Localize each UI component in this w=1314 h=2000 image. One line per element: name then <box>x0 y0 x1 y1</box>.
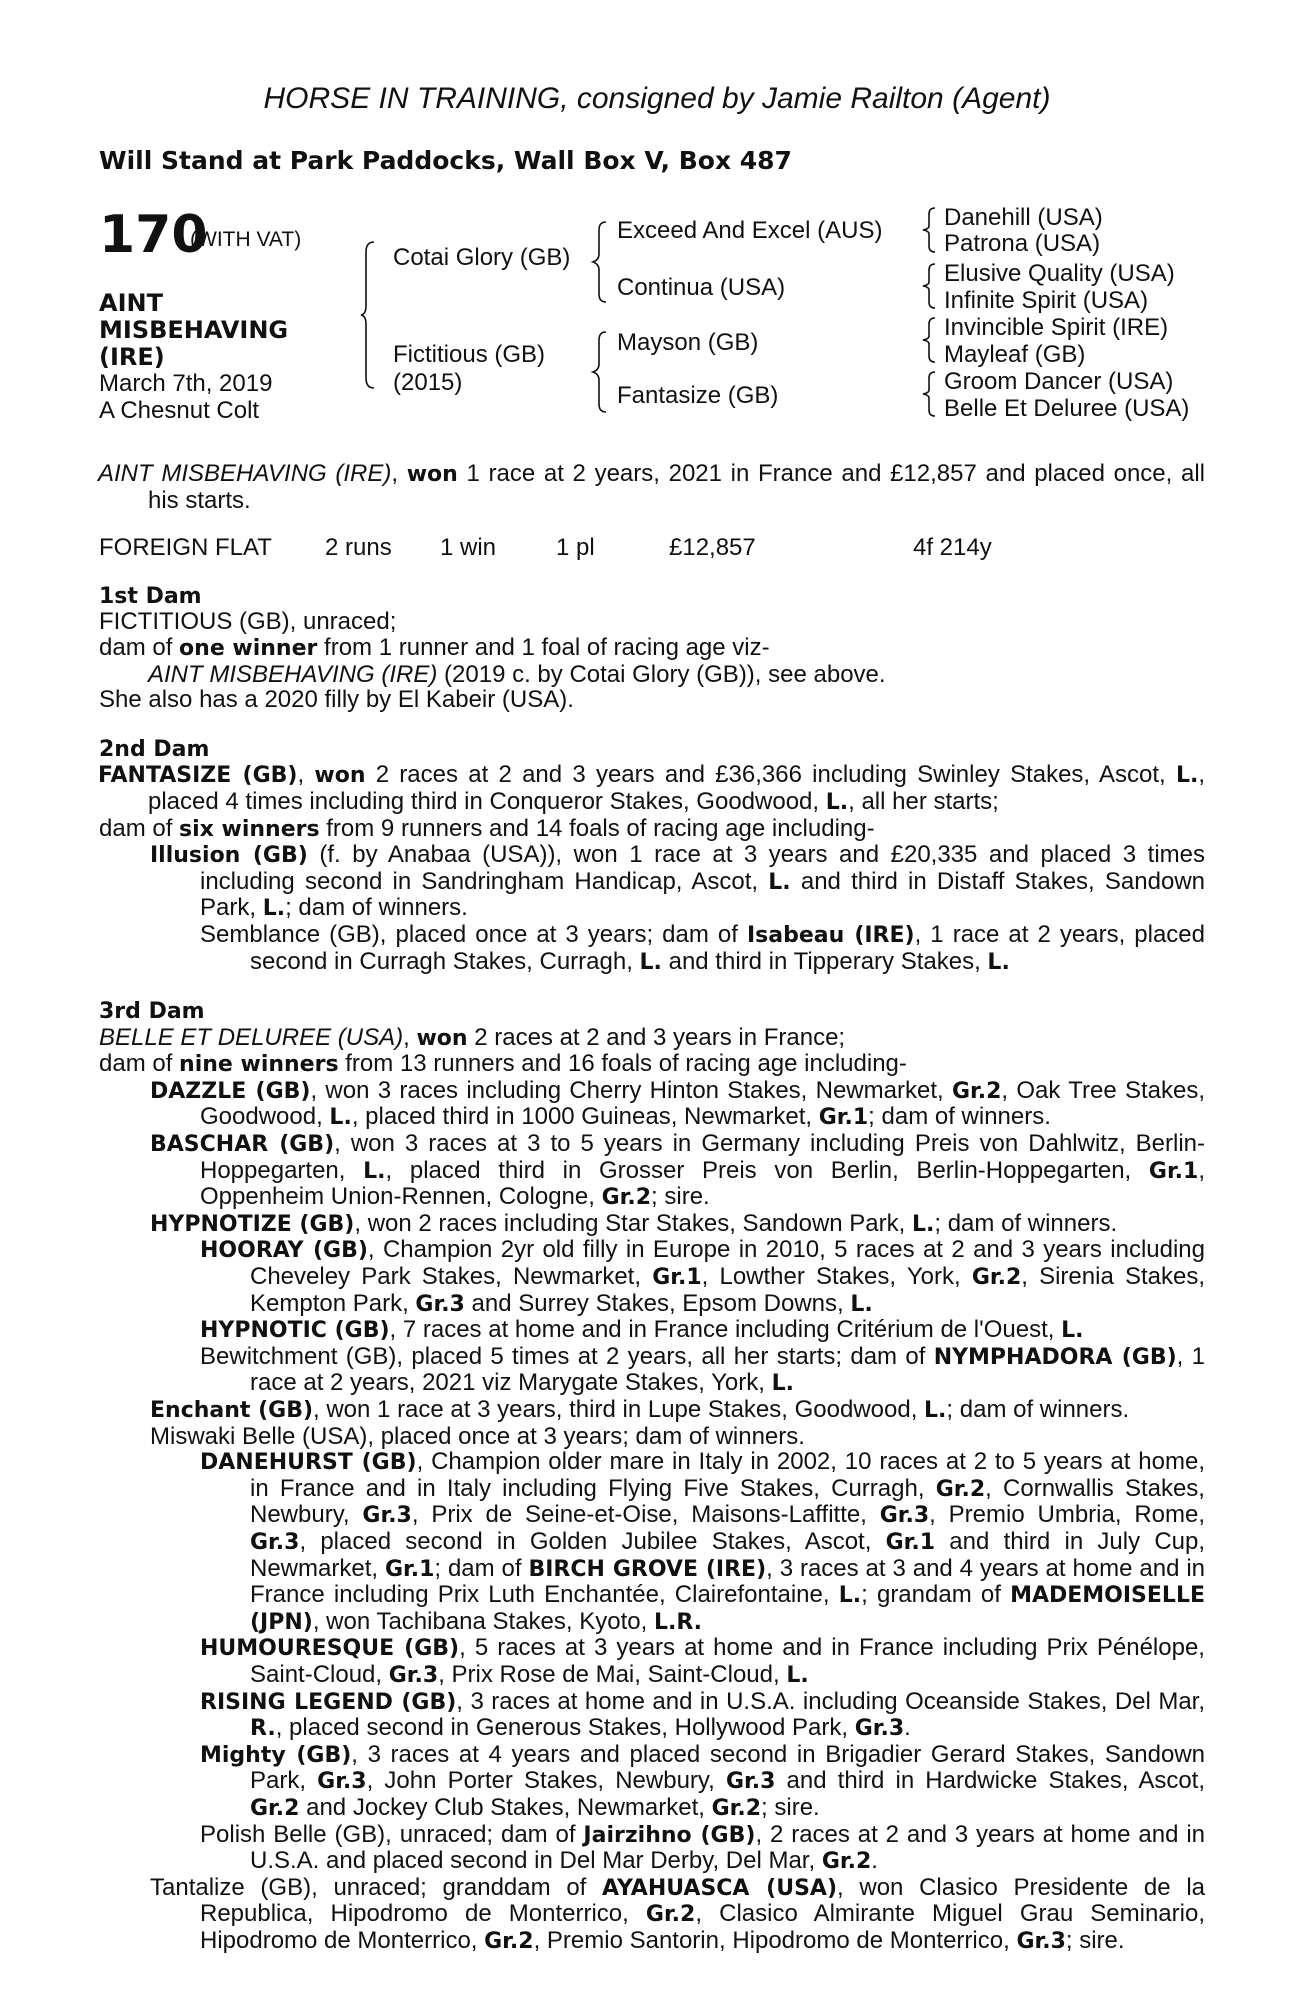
entry-mighty: Mighty (GB), 3 races at 4 years and placed second in Brigadier Gerard Stakes, Sandown Park, Gr.3, John Porter Stakes, Newbury, Gr.3 and third in Hardwicke Stakes, Ascot, Gr.2 and Jockey Club Stakes, Newmarket, Gr.2; sire. <box>200 1740 1206 1821</box>
catalogue-body <box>99 461 1205 1954</box>
entry-miswaki-belle: Miswaki Belle (USA), placed once at 3 years; dam of winners. <box>150 1422 805 1450</box>
race-summary: AINT MISBEHAVING (IRE), won 1 race at 2 years, 2021 in France and £12,857 and placed once, all his starts. <box>98 460 1205 514</box>
dam-line-bracket <box>592 330 612 414</box>
entry-dazzle: DAZZLE (GB), won 3 races including Cherry Hinton Stakes, Newmarket, Gr.2, Oak Tree Stakes, Goodwood, L., placed third in 1000 Guineas, Newmarket, Gr.1; dam of winners. <box>150 1076 1205 1131</box>
vat-note: (WITH VAT) <box>190 228 302 251</box>
gen3-bracket-4 <box>922 370 938 418</box>
entry-hypnotize: HYPNOTIZE (GB), won 2 races including Star Stakes, Sandown Park, L.; dam of winners. <box>150 1209 1118 1237</box>
entry-tantalize: Tantalize (GB), unraced; granddam of AYAHUASCA (USA), won Clasico Presidente de la Republica, Hipodromo de Monterrico, Gr.2, Clasico Almirante Miguel Grau Seminario, Hipodromo de Monterrico, Gr.2, Premio Santorin, Hipodromo de Monterrico, Gr.3; sire. <box>150 1873 1206 1954</box>
horse-description: A Chesnut Colt <box>99 397 260 424</box>
entry-bewitchment: Bewitchment (GB), placed 5 times at 2 years, all her starts; dam of NYMPHADORA (GB), 1 race at 2 years, 2021 viz Marygate Stakes, York, L. <box>200 1342 1206 1397</box>
pedigree-sire-dam: Continua (USA) <box>617 274 786 301</box>
section-heading: 3rd Dam <box>99 999 205 1025</box>
pedigree-sds: Elusive Quality (USA) <box>944 260 1175 287</box>
third-dam-section: 3rd Dam BELLE ET DELUREE (USA), won 2 races at 2 and 3 years in France; dam of nine winners from 13 runners and 16 foals of racing age including- DAZZLE (GB), won 3 races including Cherry Hinton Stakes, Newmarket, Gr.2, Oak Tree Stakes, Goodwood, L., placed third in 1000 Guineas, Newmarket, Gr.1; dam of winners. BASCHAR (GB), won 3 races at 3 to 5 years in Germany including Preis von Dahlwitz, Berlin-Hoppegarten, L., placed third in Grosser Preis von Berlin, Berlin-Hoppegarten, Gr.1, Oppenheim Union-Rennen, Cologne, Gr.2; sire. HYPNOTIZE (GB), won 2 races including Star Stakes, Sandown Park, L.; dam of winners. HOORAY (GB), Champion 2yr old filly in Europe in 2010, 5 races at 2 and 3 years including Cheveley Park Stakes, Newmarket, Gr.1, Lowther Stakes, York, Gr.2, Sirenia Stakes, Kempton Park, Gr.3 and Surrey Stakes, Epsom Downs, L. HYPNOTIC (GB), 7 races at home and in France including Critérium de l'Ouest, L. Bewitchment (GB), placed 5 times at 2 years, all her starts; dam of NYMPHADORA (GB), 1 race at 2 years, 2021 viz Marygate Stakes, York, L. Enchant (GB), won 1 race at 3 years, third in Lupe Stakes, Goodwood, L.; dam of winners. Miswaki Belle (USA), placed once at 3 years; dam of winners. DANEHURST (GB), Champion older mare in Italy in 2002, 10 races at 2 to 5 years at home, in France and in Italy including Flying Five Stakes, Curragh, Gr.2, Cornwallis Stakes, Newbury, Gr.3, Prix de Seine-et-Oise, Maisons-Laffitte, Gr.3, Premio Umbria, Rome, Gr.3, placed second in Golden Jubilee Stakes, Ascot, Gr.1 and third in July Cup, Newmarket, Gr.1; dam of BIRCH GROVE (IRE), 3 races at 3 and 4 years at home and in France including Prix Luth Enchantée, Clairefontaine, L.; grandam of MADEMOISELLE (JPN), won Tachibana Stakes, Kyoto, L.R. HUMOURESQUE (GB), 5 races at 3 years at home and in France including Prix Pénélope, Saint-Cloud, Gr.3, Prix Rose de Mai, Saint-Cloud, L. RISING LEGEND (GB), 3 races at home and in U.S.A. including Oceanside Stakes, Del Mar, R., placed second in Generous Stakes, Hollywood Park, Gr.3. Mighty (GB), 3 races at 4 years and placed second in Brigadier Gerard Stakes, Sandown Park, Gr.3, John Porter Stakes, Newbury, Gr.3 and third in Hardwicke Stakes, Ascot, Gr.2 and Jockey Club Stakes, Newmarket, Gr.2; sire. Polish Belle (GB), unraced; dam of Jairzihno (GB), 2 races at 2 and 3 years at home and in U.S.A. and placed second in Del Mar Derby, Del Mar, Gr.2. Tantalize (GB), unraced; granddam of AYAHUASCA (USA), won Clasico Presidente de la Republica, Hipodromo de Monterrico, Gr.2, Clasico Almirante Miguel Grau Seminario, Hipodromo de Monterrico, Gr.2, Premio Santorin, Hipodromo de Monterrico, Gr.3; sire. <box>99 999 1206 1954</box>
entry-baschar: BASCHAR (GB), won 3 races at 3 to 5 years in Germany including Preis von Dahlwitz, Berlin-Hoppegarten, L., placed third in Grosser Preis von Berlin, Berlin-Hoppegarten, Gr.1, Oppenheim Union-Rennen, Cologne, Gr.2; sire. <box>150 1130 1206 1211</box>
gen3-bracket-1 <box>922 206 938 254</box>
section-heading: 1st Dam <box>99 583 202 609</box>
pedigree-dam-dam: Fantasize (GB) <box>617 382 779 409</box>
second-dam-section: 2nd Dam FANTASIZE (GB), won 2 races at 2 and 3 years and £36,366 including Swinley Stakes, Ascot, L., placed 4 times including third in Conqueror Stakes, Goodwood, L., all her starts; dam of six winners from 9 runners and 14 foals of racing age including- Illusion (GB) (f. by Anabaa (USA)), won 1 race at 3 years and £20,335 and placed 3 times including second in Sandringham Handicap, Ascot, L. and third in Distaff Stakes, Sandown Park, L.; dam of winners. Semblance (GB), placed once at 3 years; dam of Isabeau (IRE), 1 race at 2 years, placed second in Curragh Stakes, Curragh, L. and third in Tipperary Stakes, L. <box>98 736 1206 975</box>
pedigree-dsd: Mayleaf (GB) <box>944 341 1086 368</box>
horse-details <box>99 370 272 424</box>
lot-number: 170 <box>99 205 208 265</box>
entry-polish-belle: Polish Belle (GB), unraced; dam of Jairzihno (GB), 2 races at 2 and 3 years at home and in U.S.A. and placed second in Del Mar Derby, Del Mar, Gr.2. <box>200 1820 1205 1875</box>
first-dam-section: 1st Dam FICTITIOUS (GB), unraced; dam of one winner from 1 runner and 1 foal of racing age viz- AINT MISBEHAVING (IRE) (2019 c. by Cotai Glory (GB)), see above. She also has a 2020 filly by El Kabeir (USA). <box>99 584 1205 713</box>
page-title: HORSE IN TRAINING, consigned by Jamie Railton (Agent) <box>263 82 1051 115</box>
entry-enchant: Enchant (GB), won 1 race at 3 years, third in Lupe Stakes, Goodwood, L.; dam of winners. <box>150 1396 1130 1423</box>
pedigree-ddd: Belle Et Deluree (USA) <box>944 395 1190 422</box>
entry-danehurst: DANEHURST (GB), Champion older mare in Italy in 2002, 10 races at 2 to 5 years at home, in France and in Italy including Flying Five Stakes, Curragh, Gr.2, Cornwallis Stakes, Newbury, Gr.3, Prix de Seine-et-Oise, Maisons-Laffitte, Gr.3, Premio Umbria, Rome, Gr.3, placed second in Golden Jubilee Stakes, Ascot, Gr.1 and third in July Cup, Newmarket, Gr.1; dam of BIRCH GROVE (IRE), 3 races at 3 and 4 years at home and in France including Prix Luth Enchantée, Clairefontaine, L.; grandam of MADEMOISELLE (JPN), won Tachibana Stakes, Kyoto, L.R. <box>200 1448 1206 1635</box>
sire-dam-bracket <box>360 240 380 390</box>
foaled-date: March 7th, 2019 <box>99 370 273 397</box>
horse-name: AINT MISBEHAVING (IRE) <box>99 289 289 371</box>
pedigree-sire: Cotai Glory (GB) <box>393 244 571 271</box>
pedigree-sdd: Infinite Spirit (USA) <box>944 287 1149 314</box>
pedigree-dam-sire: Mayson (GB) <box>617 329 759 356</box>
gen3-bracket-2 <box>922 262 938 310</box>
pedigree-dss: Invincible Spirit (IRE) <box>944 314 1169 341</box>
pedigree-ssd: Patrona (USA) <box>944 230 1101 257</box>
entry-rising-legend: RISING LEGEND (GB), 3 races at home and in U.S.A. including Oceanside Stakes, Del Mar, R., placed second in Generous Stakes, Hollywood Park, Gr.3. <box>200 1687 1205 1742</box>
pedigree-dds: Groom Dancer (USA) <box>944 368 1174 395</box>
stand-location: Will Stand at Park Paddocks, Wall Box V, Box 487 <box>99 146 792 175</box>
race-record: FOREIGN FLAT 2 runs 1 win 1 pl £12,857 4f 214y <box>99 534 992 562</box>
gen3-bracket-3 <box>922 316 938 364</box>
section-heading: 2nd Dam <box>99 736 210 762</box>
entry-humouresque: HUMOURESQUE (GB), 5 races at 3 years at home and in France including Prix Pénélope, Saint-Cloud, Gr.3, Prix Rose de Mai, Saint-Cloud, L. <box>200 1634 1205 1688</box>
sire-line-bracket <box>592 220 612 304</box>
entry-hypnotic: HYPNOTIC (GB), 7 races at home and in France including Critérium de l'Ouest, L. <box>200 1316 1084 1344</box>
pedigree-sss: Danehill (USA) <box>944 204 1103 231</box>
entry-hooray: HOORAY (GB), Champion 2yr old filly in Europe in 2010, 5 races at 2 and 3 years including Cheveley Park Stakes, Newmarket, Gr.1, Lowther Stakes, York, Gr.2, Sirenia Stakes, Kempton Park, Gr.3 and Surrey Stakes, Epsom Downs, L. <box>200 1236 1206 1317</box>
pedigree-dam: Fictitious (GB) (2015) <box>393 341 546 396</box>
pedigree-sire-sire: Exceed And Excel (AUS) <box>617 217 883 244</box>
